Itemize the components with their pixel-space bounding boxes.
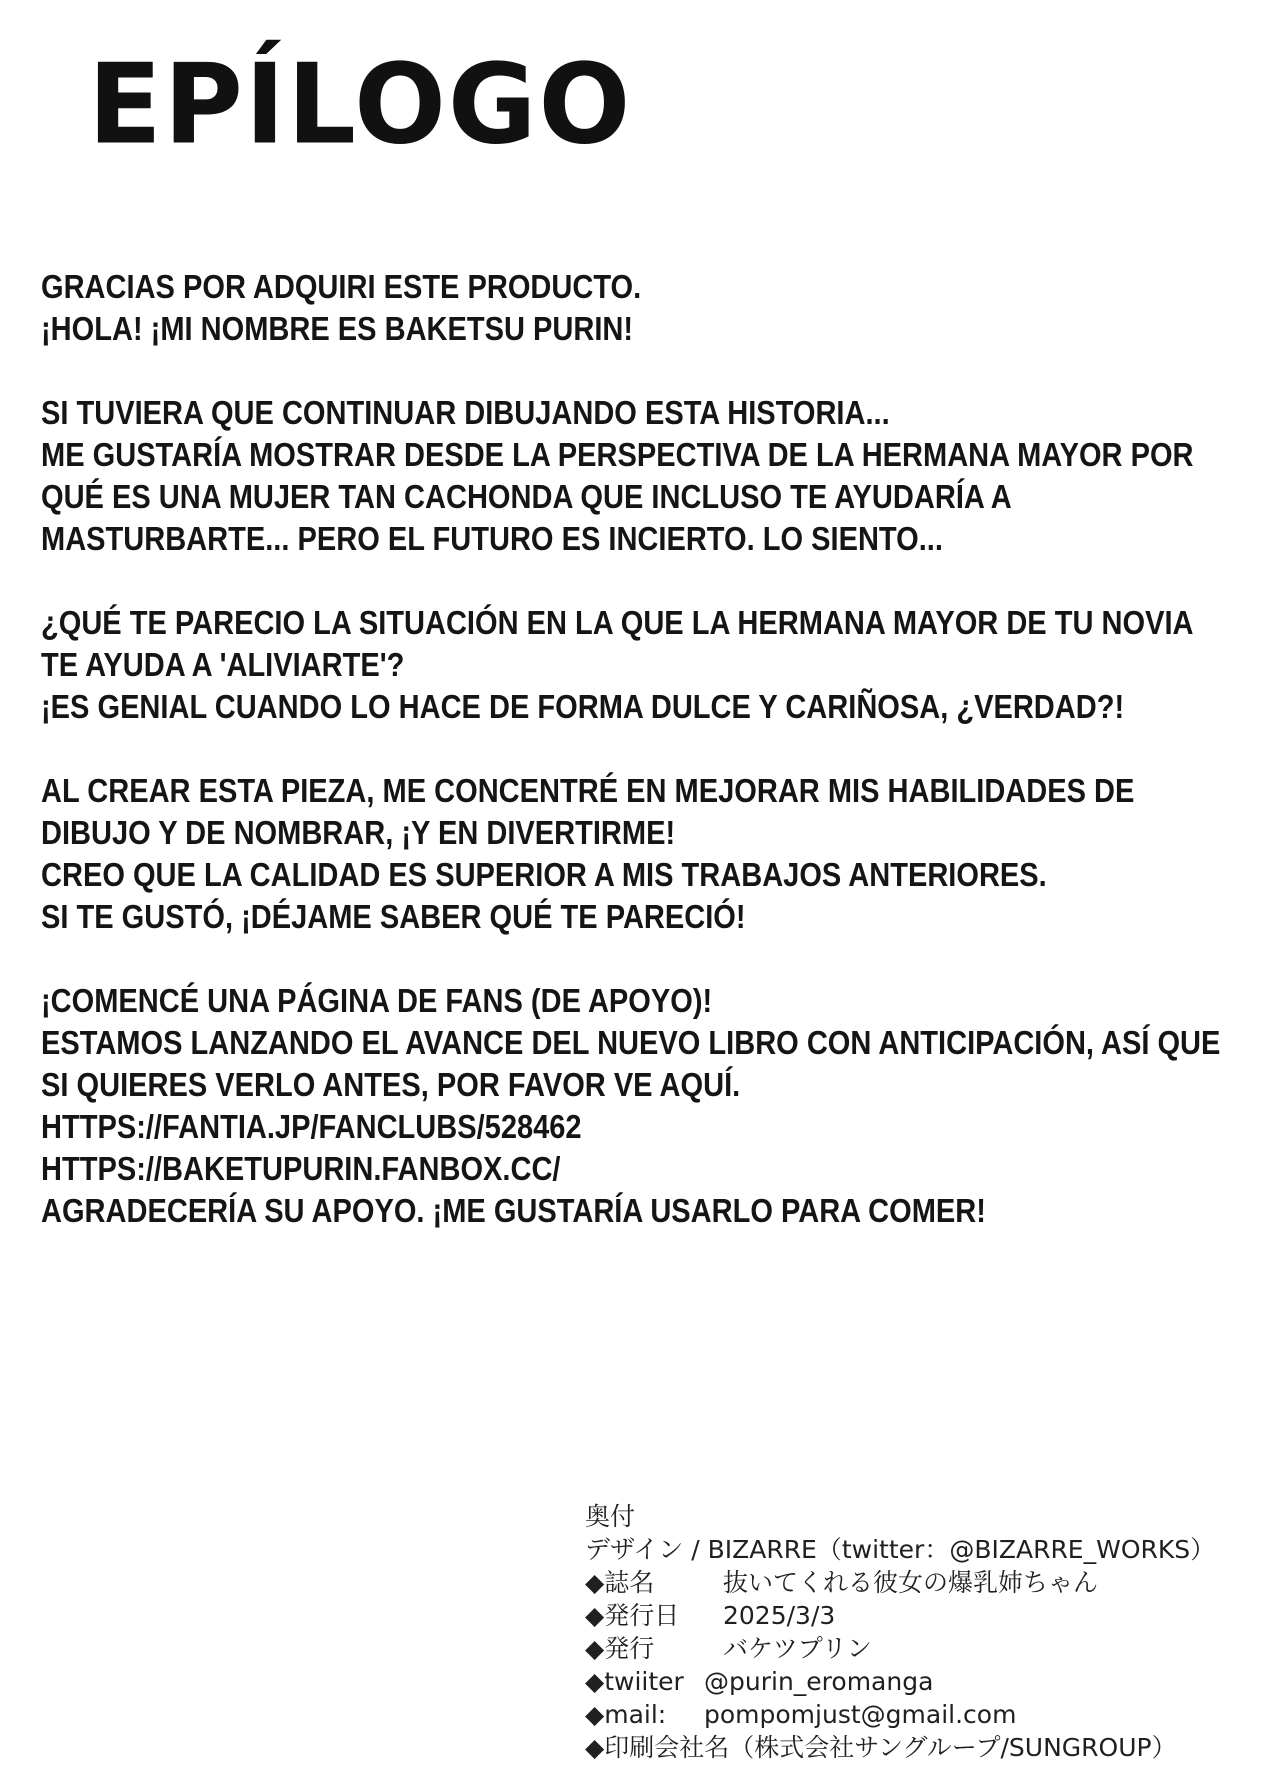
colophon-label: ◆twiiter <box>585 1667 684 1696</box>
colophon-row-title <box>585 1566 1245 1599</box>
body-line: QUÉ ES UNA MUJER TAN CACHONDA QUE INCLUSO TE AYUDARÍA A <box>41 478 1012 515</box>
body-line: ¡HOLA! ¡MI NOMBRE ES BAKETSU PURIN! <box>41 310 634 347</box>
body-line: SI QUIERES VERLO ANTES, POR FAVOR VE AQUÍ. <box>41 1066 741 1103</box>
fanbox-link-text: HTTPS://BAKETUPURIN.FANBOX.CC/ <box>41 1150 561 1187</box>
body-line: SI TUVIERA QUE CONTINUAR DIBUJANDO ESTA HISTORIA... <box>41 394 890 431</box>
body-line: ESTAMOS LANZANDO EL AVANCE DEL NUEVO LIBRO CON ANTICIPACIÓN, ASÍ QUE <box>41 1024 1221 1061</box>
colophon-label: ◆誌名 <box>585 1568 655 1597</box>
colophon-row-publisher <box>585 1632 1245 1665</box>
body-line: CREO QUE LA CALIDAD ES SUPERIOR A MIS TRABAJOS ANTERIORES. <box>41 856 1047 893</box>
colophon-label: ◆mail: <box>585 1700 667 1729</box>
colophon-heading: 奥付 <box>585 1502 636 1531</box>
colophon-value: （株式会社サングループ/SUNGROUP） <box>729 1733 1177 1762</box>
paragraph-question <box>41 602 1194 728</box>
colophon-row-date <box>585 1599 1245 1632</box>
colophon-value: 抜いてくれる彼女の爆乳姉ちゃん <box>723 1568 1099 1597</box>
colophon-value: バケツプリン <box>723 1634 872 1663</box>
body-line: AGRADECERÍA SU APOYO. ¡ME GUSTARÍA USARLO PARA COMER! <box>41 1192 986 1229</box>
page-title: EPÍLOGO <box>88 41 633 170</box>
body-line: ¿QUÉ TE PARECIO LA SITUACIÓN EN LA QUE LA HERMANA MAYOR DE TU NOVIA <box>41 604 1194 641</box>
colophon-label: ◆発行 <box>585 1634 655 1663</box>
body-line: TE AYUDA A 'ALIVIARTE'? <box>41 646 405 683</box>
colophon-row-mail <box>585 1698 1245 1731</box>
colophon-value: pompomjust@gmail.com <box>704 1700 1017 1729</box>
colophon-value: 2025/3/3 <box>723 1601 836 1630</box>
paragraph-story <box>41 392 1194 560</box>
body-line: MASTURBARTE... PERO EL FUTURO ES INCIERTO. LO SIENTO... <box>41 520 943 557</box>
paragraph-greeting <box>41 266 1106 350</box>
body-line: SI TE GUSTÓ, ¡DÉJAME SABER QUÉ TE PARECIÓ! <box>41 898 746 935</box>
body-line: ¡ES GENIAL CUANDO LO HACE DE FORMA DULCE Y CARIÑOSA, ¿VERDAD?! <box>41 688 1125 725</box>
colophon-row-twitter <box>585 1665 1245 1698</box>
design-credit: デザイン / BIZARRE（twitter：@BIZARRE_WORKS） <box>585 1535 1216 1564</box>
body-line: ¡COMENCÉ UNA PÁGINA DE FANS (DE APOYO)! <box>41 982 713 1019</box>
colophon-label: ◆発行日 <box>585 1601 680 1630</box>
body-line: DIBUJO Y DE NOMBRAR, ¡Y EN DIVERTIRME! <box>41 814 676 851</box>
paragraph-fan-page <box>41 980 1221 1232</box>
fantia-link-text: HTTPS://FANTIA.JP/FANCLUBS/528462 <box>41 1108 582 1145</box>
body-line: GRACIAS POR ADQUIRI ESTE PRODUCTO. <box>41 268 642 305</box>
body-line: ME GUSTARÍA MOSTRAR DESDE LA PERSPECTIVA DE LA HERMANA MAYOR POR <box>41 436 1194 473</box>
colophon-value: @purin_eromanga <box>704 1667 934 1696</box>
epilogue-body <box>41 266 1221 1274</box>
colophon-label: ◆印刷会社名 <box>585 1733 730 1762</box>
colophon-row-printer <box>585 1731 1245 1764</box>
paragraph-creation <box>41 770 1135 938</box>
body-line: AL CREAR ESTA PIEZA, ME CONCENTRÉ EN MEJORAR MIS HABILIDADES DE <box>41 772 1135 809</box>
colophon <box>585 1500 1245 1764</box>
